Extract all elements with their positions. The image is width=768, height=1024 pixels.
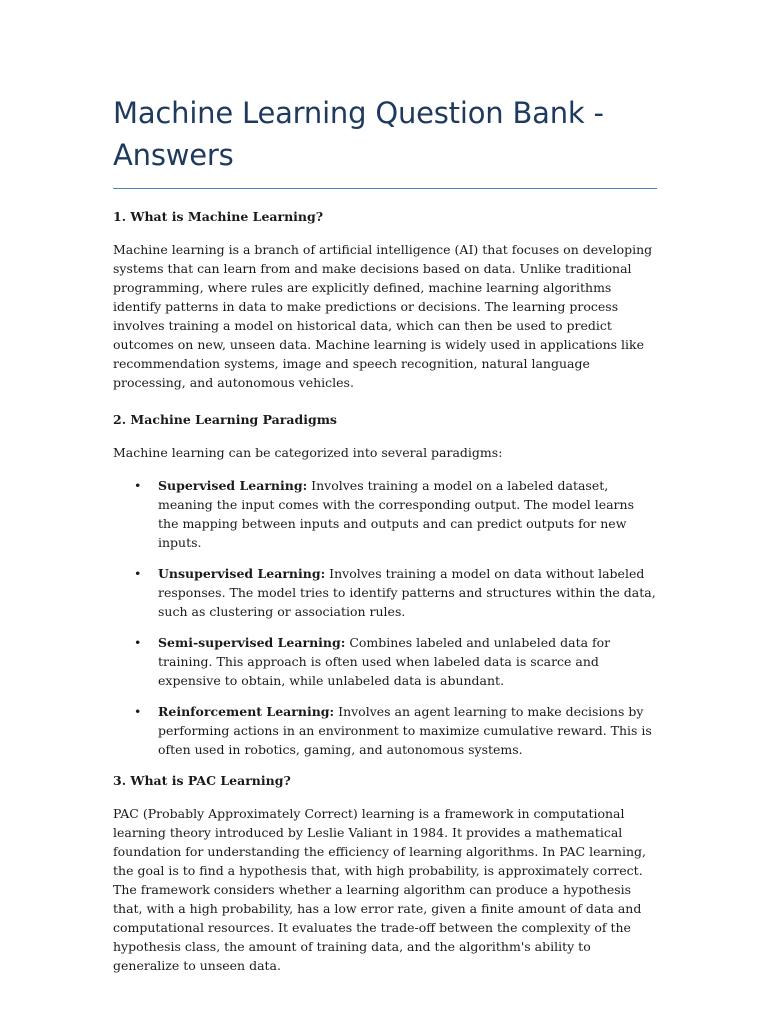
bullet-icon: •	[134, 635, 142, 650]
section-paragraph-2: Machine learning can be categorized into several paradigms:	[113, 445, 503, 460]
title-line-2: Answers	[113, 138, 234, 172]
section-paragraph-3: PAC (Probably Approximately Correct) learning is a framework in computational learning theory introduced by Leslie Valiant in 1984. It provides a mathematical foundation for understanding the efficiency of learning algorithms. In PAC learning, the goal is to find a hypothesis that, with high probability, is approximately correct. The framework considers whether a learning algorithm can produce a hypothesis that, with a high probability, has a low error rate, given a finite amount of data and computational resources. It evaluates the trade-off between the complexity of the hypothesis class, the amount of training data, and the algorithm's ability to generalize to unseen data.	[113, 806, 646, 973]
list-item-term: Semi-supervised Learning:	[158, 635, 346, 650]
bullet-icon: •	[134, 478, 142, 493]
section-paragraph-1: Machine learning is a branch of artificial intelligence (AI) that focuses on developing systems that can learn from and make decisions based on data. Unlike traditional programming, where rules are explicitly defined, machine learning algorithms identify patterns in data to make predictions or decisions. The learning process involves training a model on historical data, which can then be used to predict outcomes on new, unseen data. Machine learning is widely used in applications like recommendation systems, image and speech recognition, natural language processing, and autonomous vehicles.	[113, 242, 653, 390]
paradigm-list	[113, 476, 656, 759]
section-heading-3: 3. What is PAC Learning?	[113, 773, 291, 788]
list-item	[113, 564, 656, 621]
bullet-icon: •	[134, 704, 142, 719]
page-title	[113, 92, 656, 176]
section-heading-2: 2. Machine Learning Paradigms	[113, 412, 337, 427]
title-underline	[113, 188, 657, 189]
list-item-text: Combines labeled and unlabeled data for training. This approach is often used when labeled data is scarce and expensive to obtain, while unlabeled data is abundant.	[158, 635, 611, 688]
list-item-term: Reinforcement Learning:	[158, 704, 335, 719]
list-item-text: Involves training a model on data without labeled responses. The model tries to identify patterns and structures within the data, such as clustering or association rules.	[158, 566, 656, 619]
list-item-term: Unsupervised Learning:	[158, 566, 326, 581]
list-item	[113, 702, 656, 759]
list-item-text: Involves an agent learning to make decisions by performing actions in an environment to maximize cumulative reward. This is often used in robotics, gaming, and autonomous systems.	[158, 704, 652, 757]
list-item-text: Involves training a model on a labeled dataset, meaning the input comes with the corresponding output. The model learns the mapping between inputs and outputs and can predict outputs for new inputs.	[158, 478, 634, 550]
title-line-1: Machine Learning Question Bank -	[113, 96, 604, 130]
list-item	[113, 476, 656, 552]
list-item	[113, 633, 656, 690]
list-item-term: Supervised Learning:	[158, 478, 308, 493]
bullet-icon: •	[134, 566, 142, 581]
section-heading-1: 1. What is Machine Learning?	[113, 209, 324, 224]
